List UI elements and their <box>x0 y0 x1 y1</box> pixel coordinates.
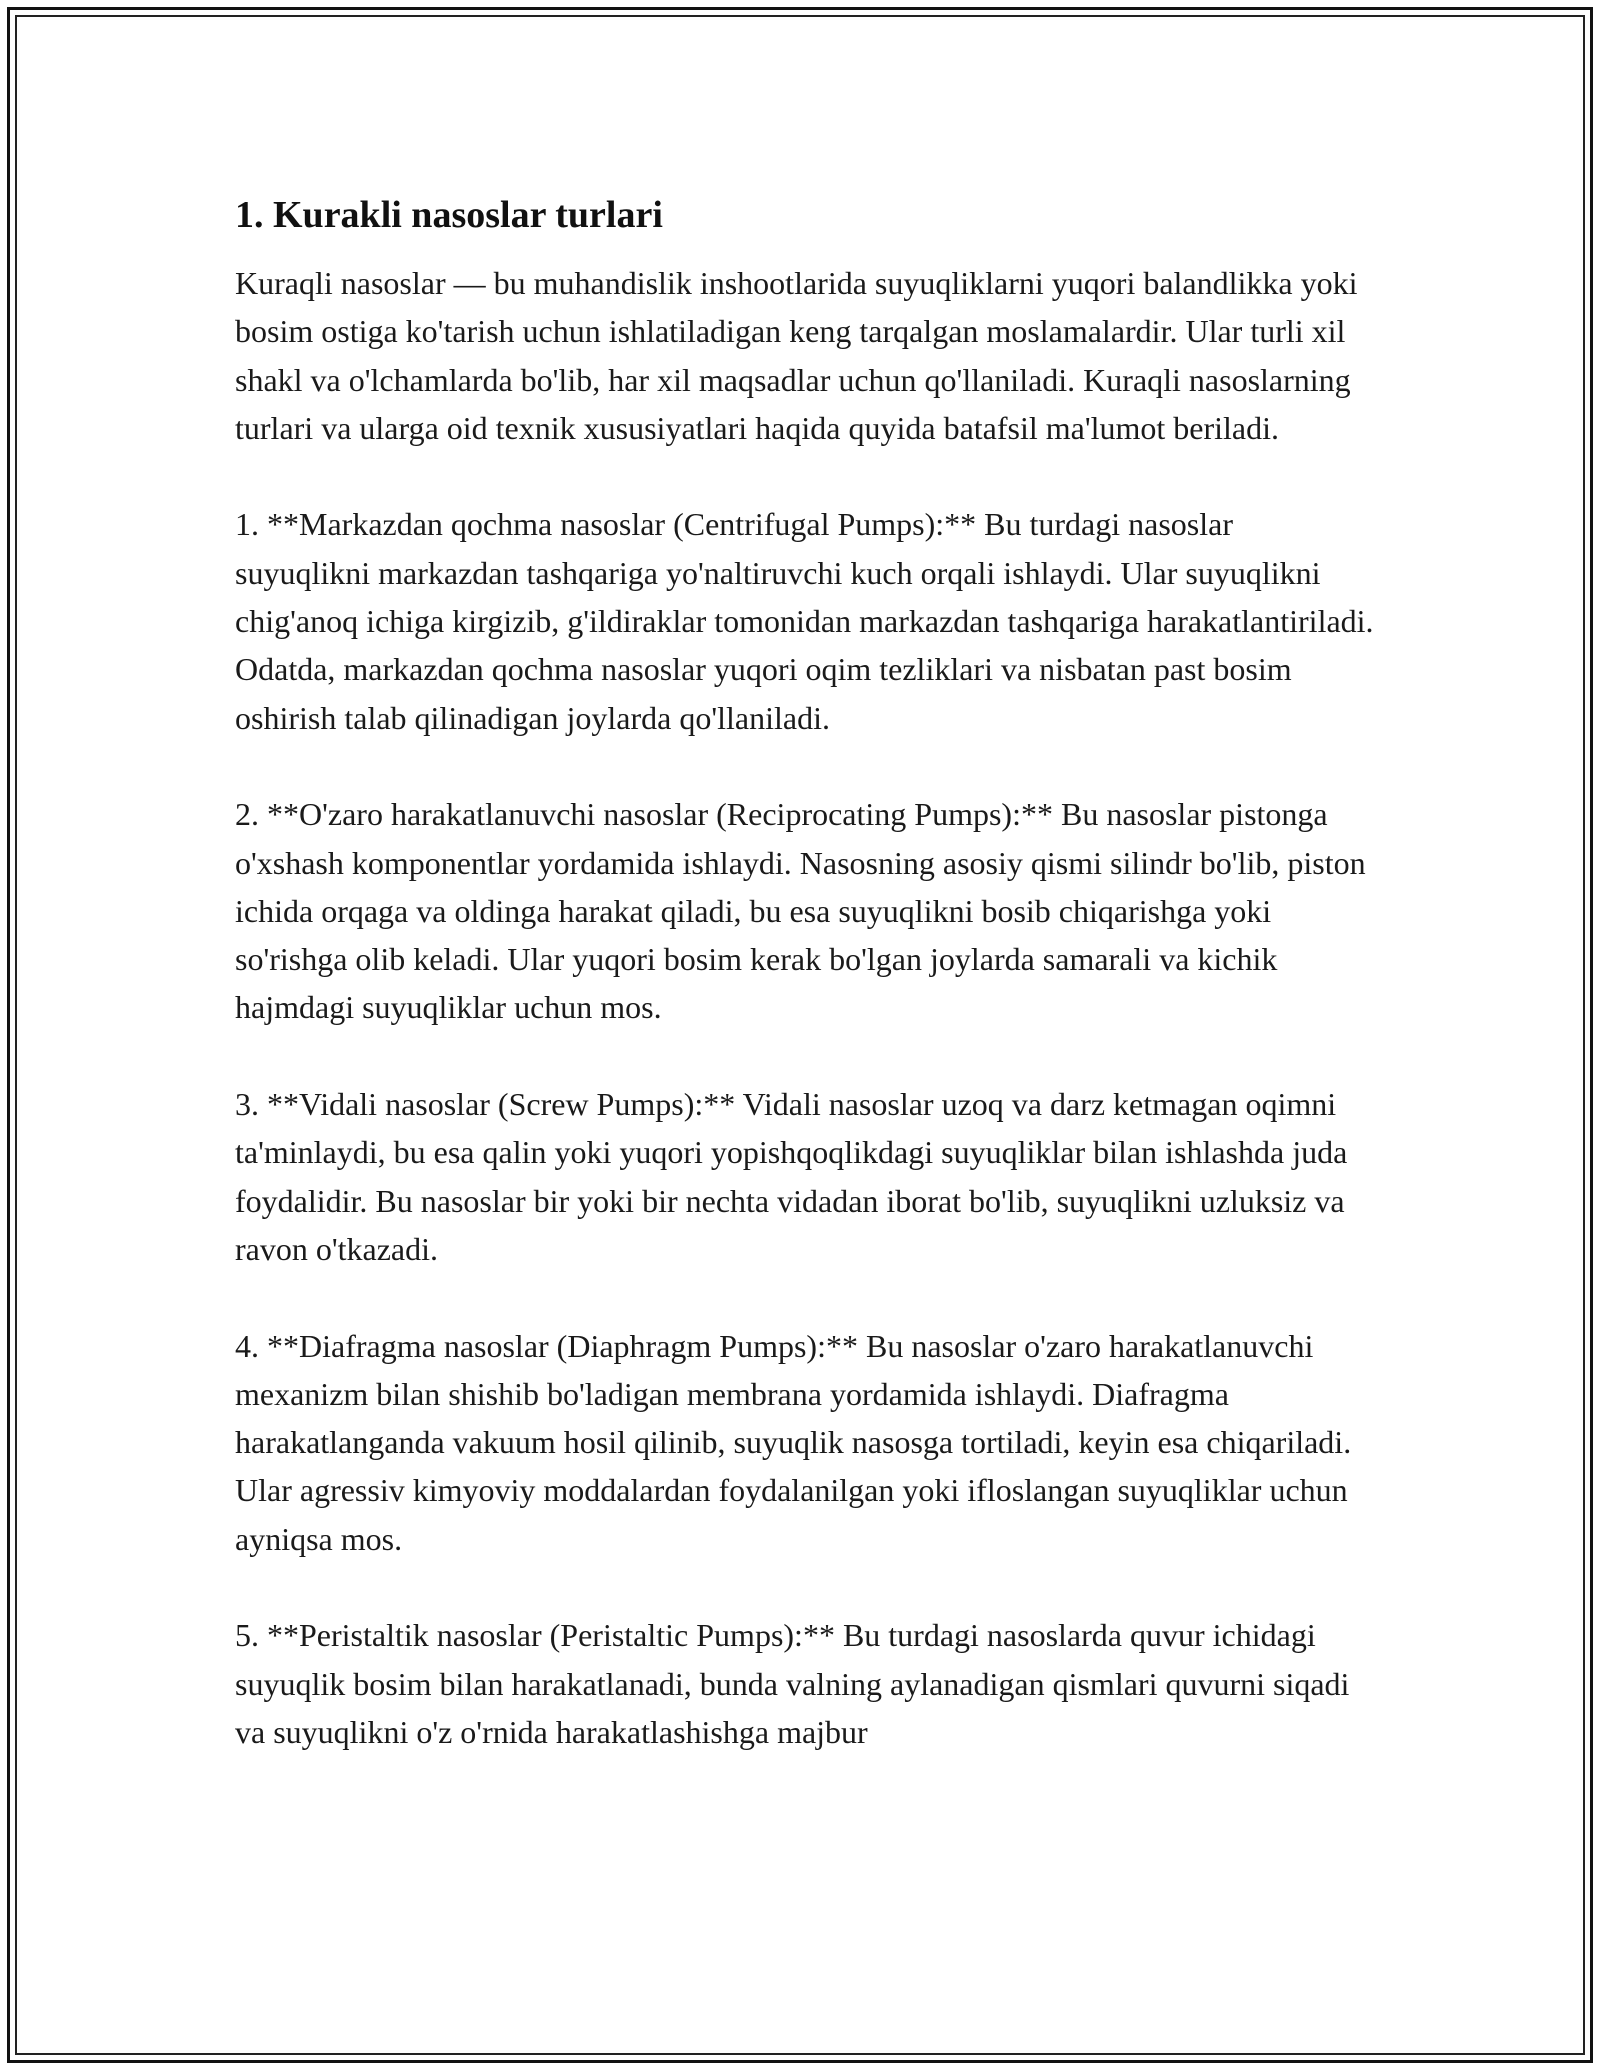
document-page <box>235 185 1375 1805</box>
intro-paragraph: Kuraqli nasoslar — bu muhandislik inshootlarida suyuqliklarni yuqori balandlikka yoki bosim ostiga ko'tarish uchun ishlatiladigan keng tarqalgan moslamalardir. Ular turli xil shakl va o'lchamlarda bo'lib, har xil maqsadlar uchun qo'llaniladi. Kuraqli nasoslarning turlari va ularga oid texnik xususiyatlari haqida quyida batafsil ma'lumot beriladi. <box>235 265 1358 446</box>
paragraph-reciprocating-pumps: 2. **O'zaro harakatlanuvchi nasoslar (Reciprocating Pumps):** Bu nasoslar pistonga o'xshash komponentlar yordamida ishlaydi. Nasosning asosiy qismi silindr bo'lib, piston ichida orqaga va oldinga harakat qiladi, bu esa suyuqlikni bosib chiqarishga yoki so'rishga olib keladi. Ular yuqori bosim kerak bo'lgan joylarda samarali va kichik hajmdagi suyuqliklar uchun mos. <box>235 796 1366 1026</box>
paragraph-screw-pumps: 3. **Vidali nasoslar (Screw Pumps):** Vidali nasoslar uzoq va darz ketmagan oqimni ta'minlaydi, bu esa qalin yoki yuqori yopishqoqlikdagi suyuqliklar bilan ishlashda juda foydalidir. Bu nasoslar bir yoki bir nechta vidadan iborat bo'lib, suyuqlikni uzluksiz va ravon o'tkazadi. <box>235 1086 1348 1267</box>
paragraph-centrifugal-pumps: 1. **Markazdan qochma nasoslar (Centrifugal Pumps):** Bu turdagi nasoslar suyuqlikni markazdan tashqariga yo'naltiruvchi kuch orqali ishlaydi. Ular suyuqlikni chig'anoq ichiga kirgizib, g'ildiraklar tomonidan markazdan tashqariga harakatlantiriladi. Odatda, markazdan qochma nasoslar yuqori oqim tezliklari va nisbatan past bosim oshirish talab qilinadigan joylarda qo'llaniladi. <box>235 506 1374 736</box>
page-title: 1. Kurakli nasoslar turlari <box>235 194 663 236</box>
paragraph-peristaltic-pumps: 5. **Peristaltik nasoslar (Peristaltic Pumps):** Bu turdagi nasoslarda quvur ichidagi suyuqlik bosim bilan harakatlanadi, bunda valning aylanadigan qismlari quvurni siqadi va suyuqlikni o'z o'rnida harakatlashishga majbur <box>235 1617 1350 1750</box>
paragraph-diaphragm-pumps: 4. **Diafragma nasoslar (Diaphragm Pumps):** Bu nasoslar o'zaro harakatlanuvchi mexanizm bilan shishib bo'ladigan membrana yordamida ishlaydi. Diafragma harakatlanganda vakuum hosil qilinib, suyuqlik nasosga tortiladi, keyin esa chiqariladi. Ular agressiv kimyoviy moddalardan foydalanilgan yoki ifloslangan suyuqliklar uchun ayniqsa mos. <box>235 1327 1352 1557</box>
